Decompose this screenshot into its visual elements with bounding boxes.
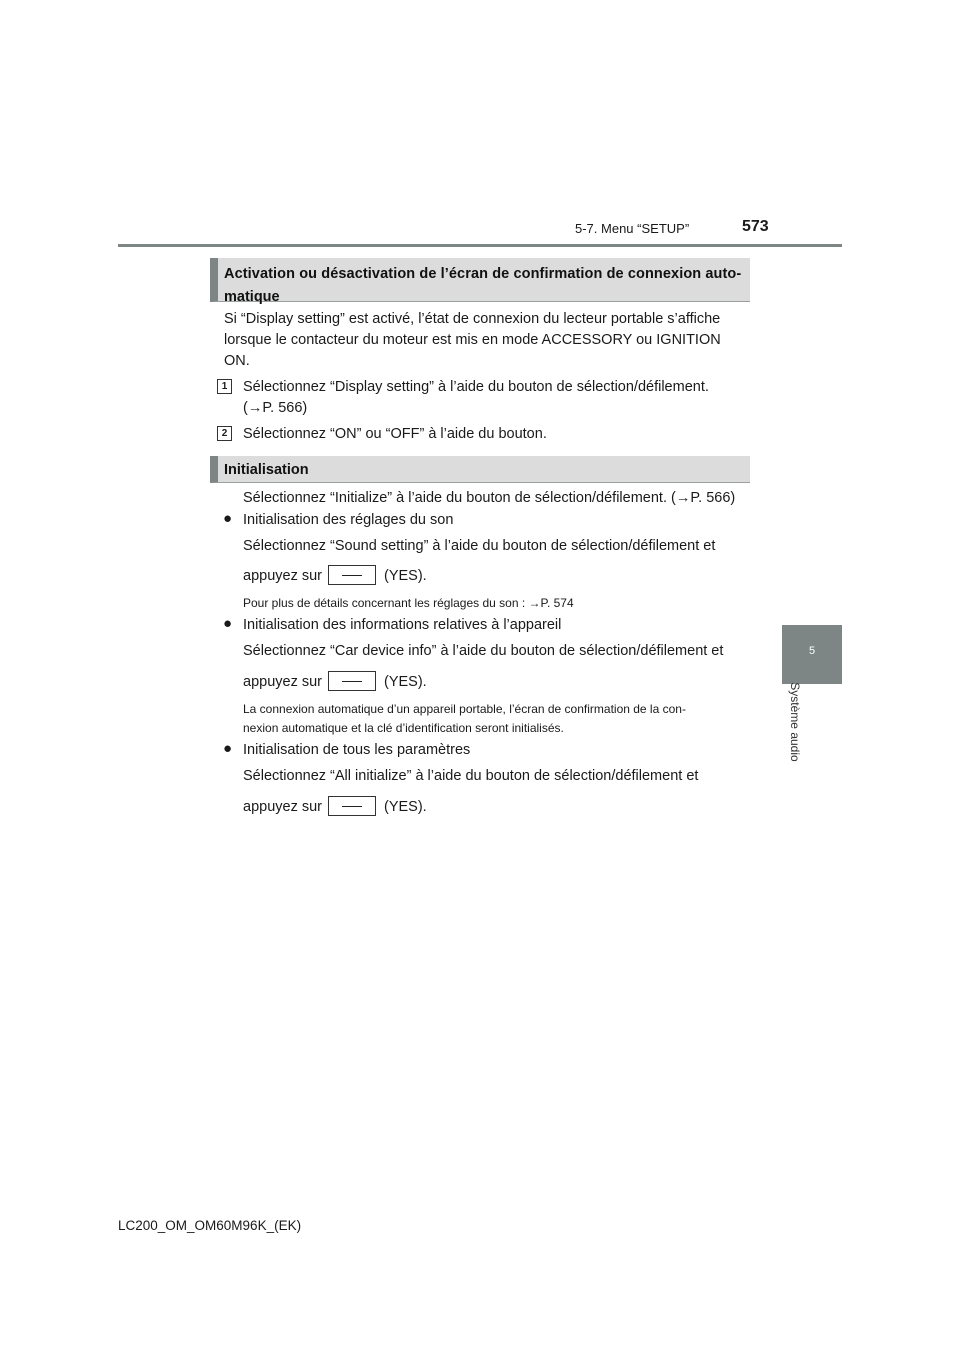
item-title: Initialisation des réglages du son	[243, 512, 454, 528]
step-number: 2	[217, 426, 232, 441]
item-note: nexion automatique et la clé d’identification seront initialisés.	[243, 721, 564, 735]
item-text: appuyez sur	[243, 674, 322, 690]
item-text: Sélectionnez “Car device info” à l’aide du bouton de sélection/défilement et	[243, 643, 724, 659]
yes-button-icon	[328, 796, 376, 816]
chapter-title: Système audio	[788, 682, 802, 762]
step-text: Sélectionnez “Display setting” à l’aide du bouton de sélection/défilement.	[243, 379, 709, 395]
section-heading-initialisation: Initialisation	[210, 456, 750, 483]
item-text: appuyez sur	[243, 568, 322, 584]
intro-line: Si “Display setting” est activé, l’état de connexion du lecteur portable s’affiche	[224, 311, 721, 327]
step-number: 1	[217, 379, 232, 394]
chapter-number: 5	[808, 645, 816, 657]
item-note: La connexion automatique d’un appareil portable, l’écran de confirmation de la con-	[243, 702, 686, 716]
intro-line: ON.	[224, 353, 250, 369]
item-text: appuyez sur	[243, 799, 322, 815]
item-note: Pour plus de détails concernant les réglages du son : →P. 574	[243, 596, 574, 610]
heading-line: matique	[224, 289, 280, 305]
document-code: LC200_OM_OM60M96K_(EK)	[118, 1218, 302, 1233]
item-text: Sélectionnez “Sound setting” à l’aide du bouton de sélection/défilement et	[243, 538, 716, 554]
bullet-icon: ●	[223, 510, 233, 527]
item-text: (YES).	[384, 674, 427, 690]
item-text: (YES).	[384, 799, 427, 815]
bullet-icon: ●	[223, 740, 233, 757]
header-divider	[118, 244, 842, 247]
step-text: (→P. 566)	[243, 400, 308, 416]
yes-button-icon	[328, 671, 376, 691]
heading-line: Activation ou désactivation de l’écran de confirmation de connexion auto-	[224, 266, 742, 282]
item-text: Sélectionnez “All initialize” à l’aide du bouton de sélection/défilement et	[243, 768, 699, 784]
item-title: Initialisation des informations relatives à l’appareil	[243, 617, 562, 633]
section-heading-auto-connection	[210, 258, 750, 305]
intro-line: lorsque le contacteur du moteur est mis en mode ACCESSORY ou IGNITION	[224, 332, 721, 348]
yes-button-icon	[328, 565, 376, 585]
header-section-title: 5-7. Menu “SETUP”	[575, 221, 690, 236]
page-number: 573	[742, 218, 769, 235]
step-text: Sélectionnez “ON” ou “OFF” à l’aide du bouton.	[243, 426, 547, 442]
item-title: Initialisation de tous les paramètres	[243, 742, 471, 758]
init-intro: Sélectionnez “Initialize” à l’aide du bouton de sélection/défilement. (→P. 566)	[243, 490, 736, 506]
bullet-icon: ●	[223, 615, 233, 632]
item-text: (YES).	[384, 568, 427, 584]
